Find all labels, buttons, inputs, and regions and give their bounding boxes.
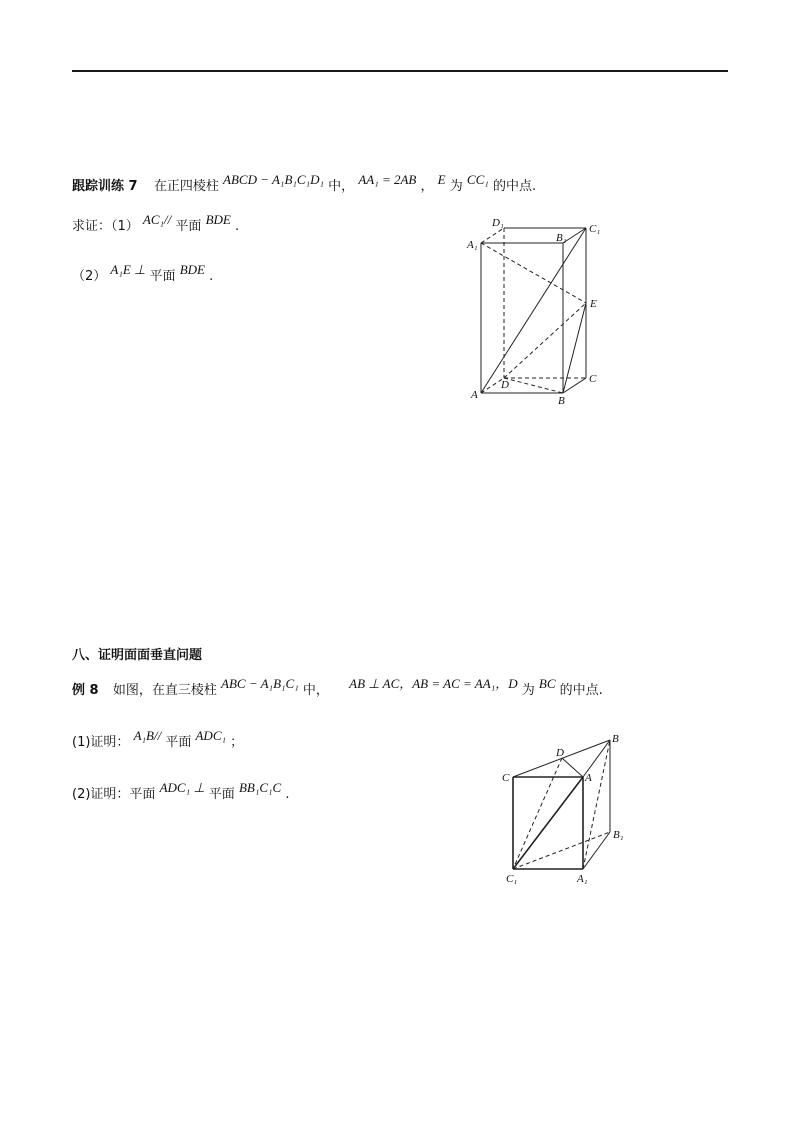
label-a: A xyxy=(585,772,592,784)
exercise7-q1-prefix: 求证：（1） xyxy=(72,219,139,234)
exercise7-cond2: E xyxy=(437,172,446,187)
example8-q1-math2: ADC₁ xyxy=(195,728,227,743)
label-d: D xyxy=(556,747,564,759)
header-rule xyxy=(72,70,728,72)
example8-q2-math2: BB₁C₁C xyxy=(238,780,282,795)
label-c1: C₁ xyxy=(506,873,518,885)
example8-question2 xyxy=(72,780,290,803)
label-a1: A₁ xyxy=(467,239,478,251)
exercise7-q2-math2: BDE xyxy=(179,262,205,277)
example8-cond1: AB ⊥ AC，AB = AC = AA₁，D xyxy=(349,676,518,691)
exercise7-cond1: AA₁ = 2AB xyxy=(358,172,417,187)
exercise7-q2-plane: 平面 xyxy=(149,269,176,284)
edge-a1-b1 xyxy=(583,832,610,869)
example8-question1 xyxy=(72,728,244,751)
example8-q2-plane: 平面 xyxy=(208,787,235,802)
label-c: C xyxy=(589,373,597,385)
label-c1: C₁ xyxy=(589,223,601,235)
label-d: D xyxy=(501,379,509,391)
exercise7-q1-plane: 平面 xyxy=(175,219,202,234)
exercise7-wei: 为 xyxy=(449,179,463,194)
example8-label: 例 8 xyxy=(72,683,99,698)
example8-midpoint: 的中点. xyxy=(559,683,603,698)
prism-figure xyxy=(460,210,620,410)
label-e: E xyxy=(590,298,597,310)
label-c: C xyxy=(502,772,510,784)
example8-statement xyxy=(72,676,603,699)
example8-q1-math1: A₁B// xyxy=(133,728,162,743)
example8-cond2: BC xyxy=(538,676,556,691)
exercise7-q2-math1: A₁E ⊥ xyxy=(110,262,146,277)
segment-a1-b xyxy=(583,740,610,869)
segment-d-e xyxy=(504,303,586,378)
label-a1: A₁ xyxy=(577,873,588,885)
example8-q2-math1: ADC₁ ⊥ xyxy=(159,780,205,795)
example8-q2-end: . xyxy=(285,787,290,802)
label-b: B xyxy=(558,395,565,407)
label-d1: D₁ xyxy=(492,217,504,229)
exercise7-q1-math1: AC₁// xyxy=(142,212,172,227)
exercise7-statement xyxy=(72,172,537,195)
exercise7-question2 xyxy=(72,262,214,285)
example8-q1-end: ； xyxy=(230,735,244,750)
exercise7-question1 xyxy=(72,212,240,235)
triangular-prism-figure xyxy=(500,730,640,890)
section8-title: 八、证明面面垂直问题 xyxy=(72,648,203,663)
exercise7-q2-prefix: （2） xyxy=(72,269,107,284)
label-b1: B₁ xyxy=(613,829,624,841)
exercise7-midpoint: 的中点. xyxy=(492,179,537,194)
label-a: A xyxy=(471,389,478,401)
label-b: B xyxy=(612,733,619,745)
edge-a1-d1 xyxy=(481,228,504,243)
segment-b-e xyxy=(563,303,586,393)
segment-b-d xyxy=(504,378,563,393)
exercise7-q2-end: . xyxy=(209,269,214,284)
exercise7-label: 跟踪训练 7 xyxy=(72,179,138,194)
exercise7-q1-math2: BDE xyxy=(205,212,231,227)
diagonal-a-c1 xyxy=(481,228,586,393)
exercise7-comma: ， xyxy=(420,179,434,194)
exercise7-prism: ABCD − A₁B₁C₁D₁ xyxy=(223,172,325,187)
example8-zhong: 中， xyxy=(302,683,329,698)
example8-q2-prefix: (2)证明：平面 xyxy=(72,787,156,802)
exercise7-zhong: 中， xyxy=(328,179,355,194)
exercise7-q1-end: . xyxy=(235,219,240,234)
label-b1: B₁ xyxy=(556,232,567,244)
exercise7-intro: 在正四棱柱 xyxy=(153,179,219,194)
example8-wei: 为 xyxy=(521,683,535,698)
example8-intro: 如图，在直三棱柱 xyxy=(112,683,217,698)
example8-q1-prefix: (1)证明： xyxy=(72,735,130,750)
exercise7-cond3: CC₁ xyxy=(466,172,489,187)
example8-q1-plane: 平面 xyxy=(165,735,192,750)
example8-prism: ABC − A₁B₁C₁ xyxy=(221,676,299,691)
section8-heading xyxy=(72,648,202,664)
segment-d-a xyxy=(562,758,583,777)
